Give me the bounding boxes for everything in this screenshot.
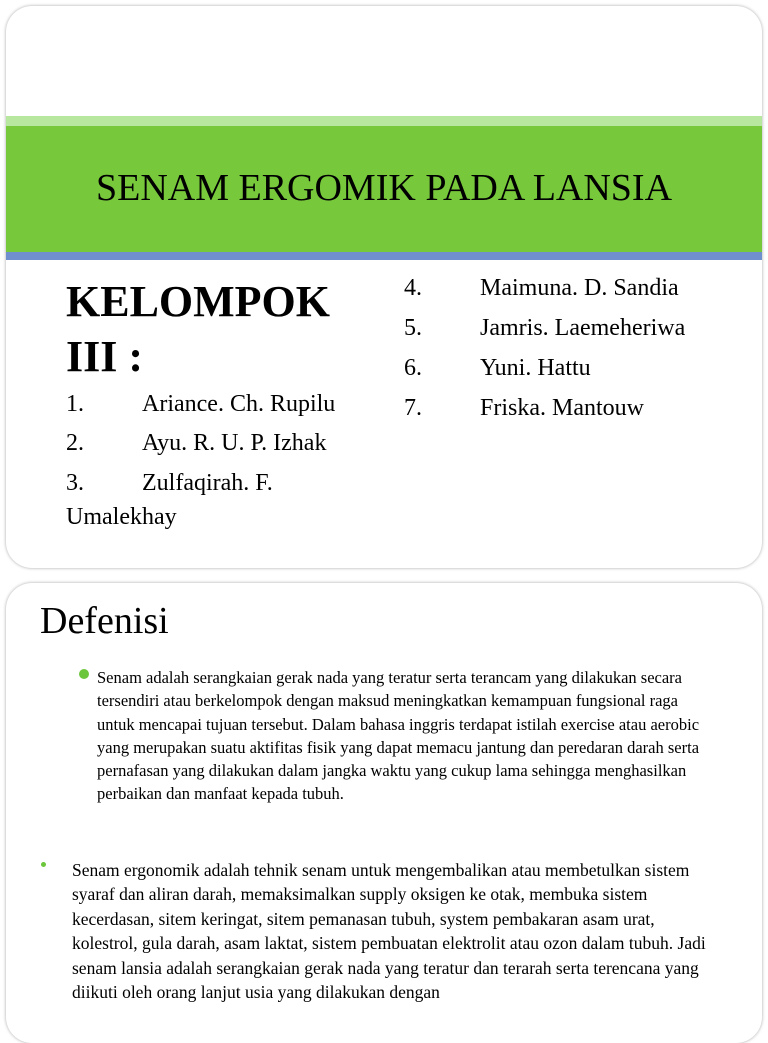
item-number: 1. — [66, 391, 84, 417]
slide-definition — [6, 583, 762, 1043]
member-list-left — [66, 386, 386, 534]
member-name: Ariance. Ch. Rupilu — [142, 391, 336, 417]
item-number: 2. — [66, 430, 84, 456]
list-item — [66, 386, 386, 422]
list-item — [404, 268, 754, 308]
bullet-paragraph: Senam ergonomik adalah tehnik senam untuk mengembalikan atau membetulkan sistem syaraf dan aliran darah, memaksimalkan supply oksigen ke otak, membuka sistem kecerdasan, sitem keringat, sitem pemanasan tubuh, system pembakaran asam urat, kolestrol, gula darah, asam laktat, sistem pembuatan elektrolit atau ozon dalam tubuh. Jadi senam lansia adalah serangkaian gerak nada yang teratur dan terarah serta terencana yang diikuti oleh orang lanjut usia yang dilakukan dengan — [72, 860, 706, 1003]
list-item — [66, 425, 386, 461]
title-band-accent-bottom — [6, 252, 762, 260]
member-name: Jamris. Laemeheriwa — [480, 315, 686, 341]
member-name: Ayu. R. U. P. Izhak — [142, 430, 327, 456]
list-item — [404, 348, 754, 388]
group-heading: KELOMPOK III : — [66, 277, 330, 381]
list-item — [404, 308, 754, 348]
bullet-paragraph: Senam adalah serangkaian gerak nada yang teratur serta terancam yang dilakukan secara tersendiri atau berkelompok dengan maksud meningkatkan kemampuan fungsional raga untuk mencapai tujuan tersebut. Dalam bahasa inggris terdapat istilah exercise atau aerobic yang merupakan suatu aktifitas fisik yang dapat memacu jantung dan peredaran darah serta pernafasan yang dilakukan dalam jangka waktu yang cukup lama sehingga menghasilkan perbaikan dan manfaat kepada tubuh. — [97, 668, 700, 804]
item-number: 6. — [404, 355, 422, 381]
member-name: Maimuna. D. Sandia — [480, 275, 679, 301]
member-name: Yuni. Hattu — [480, 355, 591, 381]
slide-title-text: SENAM ERGOMIK PADA LANSIA — [95, 167, 673, 209]
member-name: Zulfaqirah. F. Umalekhay — [66, 470, 273, 530]
definition-title: Defenisi — [40, 600, 169, 642]
item-number: 3. — [66, 470, 84, 496]
member-name: Friska. Mantouw — [480, 395, 644, 421]
item-number: 4. — [404, 275, 422, 301]
list-item — [66, 466, 386, 534]
list-item — [404, 388, 754, 428]
member-list-right — [404, 268, 754, 428]
bullet-dot-icon — [79, 669, 89, 679]
bullet-dot-icon — [41, 862, 46, 867]
item-number: 7. — [404, 395, 422, 421]
slide-title — [6, 6, 762, 568]
item-number: 5. — [404, 315, 422, 341]
